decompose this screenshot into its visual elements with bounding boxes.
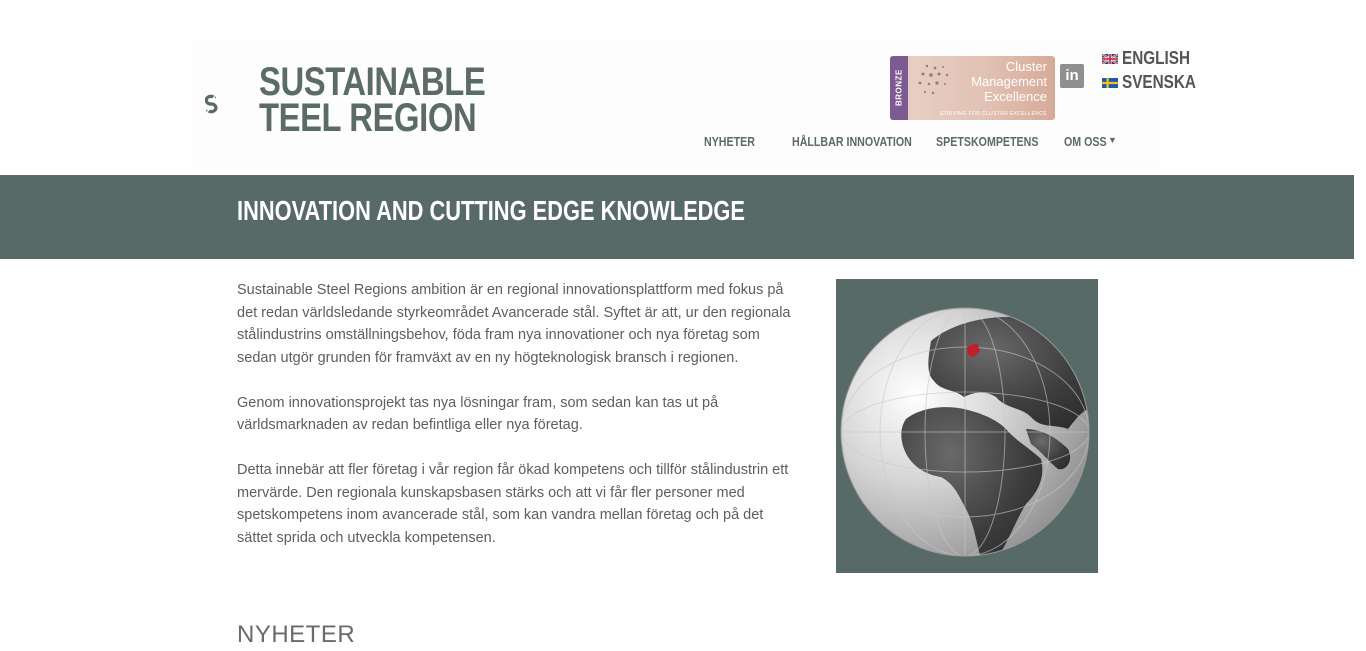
globe-image xyxy=(836,279,1098,573)
language-svenska-link[interactable] xyxy=(1102,72,1209,93)
intro-paragraph-2: Genom innovationsprojekt tas nya lösningar fram, som sedan kan tas ut på världsmarknaden av redan befintliga eller nya företag. xyxy=(237,394,719,433)
cluster-badge-title xyxy=(971,59,1047,104)
language-english-link[interactable] xyxy=(1102,48,1202,69)
logo-s-icon xyxy=(205,66,259,142)
cluster-title-line-3: Excellence xyxy=(984,89,1047,104)
globe-icon xyxy=(836,279,1098,573)
intro-text xyxy=(237,279,797,572)
intro-paragraph-1: Sustainable Steel Regions ambition är en regional innovationsplattform med fokus på det redan världsledande styrkeområdet Avancerade stål. Syftet är att, ur den regionala stålindustrins omställningsbehov, föda fram nya innovationer och nya företag som sedan utgör grunden för framväxt av en ny högteknologisk bransch i regionen. xyxy=(237,282,791,366)
news-section-heading: NYHETER xyxy=(237,621,356,648)
logo-wordmark[interactable] xyxy=(259,60,486,140)
intro-paragraph-3: Detta innebär att fler företag i vår region får ökad kompetens och tillför stålindustrin ett mervärde. Den regionala kunskapsbasen stärks och att vi får fler personer med spetskompetens inom avancerade stål, som kan vandra mellan företag och på det sättet sprida och utveckla kompetensen. xyxy=(237,462,789,546)
nav-spetskompetens[interactable]: SPETSKOMPETENS xyxy=(936,134,1039,149)
language-svenska-label: SVENSKA xyxy=(1122,72,1196,92)
cluster-title-line-1: Cluster xyxy=(1005,59,1047,74)
chevron-down-icon[interactable]: ▼ xyxy=(1108,135,1117,145)
uk-flag-icon xyxy=(1102,54,1118,64)
nav-nyheter[interactable]: NYHETER xyxy=(704,134,755,149)
page-title: INNOVATION AND CUTTING EDGE KNOWLEDGE xyxy=(237,195,745,226)
logo-line-1: SUSTAINABLE xyxy=(259,60,486,104)
nav-hallbar-innovation[interactable]: HÅLLBAR INNOVATION xyxy=(792,134,912,149)
cluster-tagline: STRIVING FOR CLUSTER EXCELLENCE xyxy=(939,111,1047,117)
cluster-excellence-badge[interactable] xyxy=(890,56,1055,120)
nav-om-oss[interactable]: OM OSS xyxy=(1064,134,1107,149)
cluster-title-line-2: Management xyxy=(971,74,1047,89)
logo-line-2: TEEL REGION xyxy=(259,96,477,140)
linkedin-icon[interactable]: in xyxy=(1060,64,1084,88)
bronze-label: BRONZE xyxy=(890,56,908,120)
dots-graphic-icon xyxy=(915,62,955,96)
sweden-flag-icon xyxy=(1102,78,1118,88)
language-english-label: ENGLISH xyxy=(1122,48,1191,68)
